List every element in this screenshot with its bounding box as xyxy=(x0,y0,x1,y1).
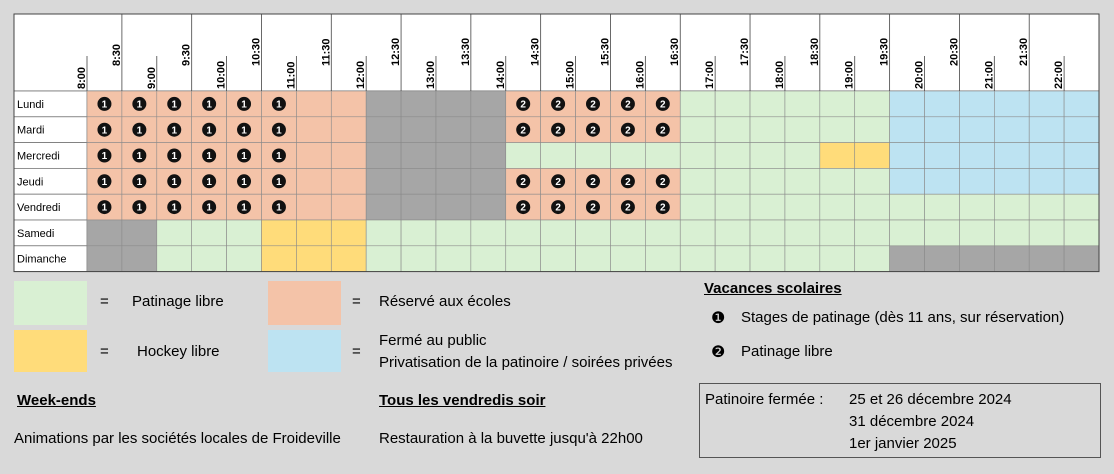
schedule-cell xyxy=(855,168,890,194)
activity-mark-number: 1 xyxy=(101,202,108,214)
schedule-cell xyxy=(785,143,820,169)
schedule-cell xyxy=(890,91,925,117)
schedule-cell xyxy=(401,117,436,143)
vacances-mark-2: ❷ xyxy=(711,344,726,361)
legend-equals-3: = xyxy=(100,343,109,360)
schedule-cell xyxy=(227,220,262,246)
schedule-cell xyxy=(366,168,401,194)
weekends-text: Animations par les sociétés locales de Froideville xyxy=(14,430,341,447)
schedule-cell xyxy=(959,168,994,194)
time-label: 21:30 xyxy=(1018,37,1031,66)
schedule-cell xyxy=(750,194,785,220)
schedule-cell xyxy=(925,143,960,169)
activity-mark-number: 2 xyxy=(590,176,596,188)
schedule-cell xyxy=(1064,194,1099,220)
schedule-cell xyxy=(645,143,680,169)
schedule-cell xyxy=(785,168,820,194)
activity-mark-number: 2 xyxy=(520,202,526,214)
activity-mark-number: 1 xyxy=(206,202,212,214)
schedule-cell xyxy=(785,117,820,143)
schedule-cell xyxy=(715,117,750,143)
time-label: 9:00 xyxy=(145,66,158,89)
activity-mark-number: 2 xyxy=(625,125,631,137)
schedule-cell xyxy=(820,143,855,169)
activity-mark-number: 1 xyxy=(136,202,143,214)
activity-mark-number: 1 xyxy=(276,176,282,188)
schedule-cell xyxy=(715,220,750,246)
vacances-title: Vacances scolaires xyxy=(704,280,842,297)
legend-swatch-prive xyxy=(268,330,341,372)
schedule-cell xyxy=(715,194,750,220)
time-label: 14:30 xyxy=(529,37,542,66)
schedule-cell xyxy=(925,168,960,194)
schedule-cell xyxy=(994,168,1029,194)
activity-mark-number: 2 xyxy=(625,202,631,214)
schedule-cell xyxy=(401,91,436,117)
schedule-cell xyxy=(366,117,401,143)
time-label: 9:30 xyxy=(180,43,193,66)
time-label: 20:30 xyxy=(948,37,961,66)
schedule-cell xyxy=(401,168,436,194)
closed-label: Patinoire fermée : xyxy=(705,391,824,408)
schedule-cell xyxy=(401,246,436,272)
schedule-cell xyxy=(1064,246,1099,272)
schedule-cell xyxy=(680,143,715,169)
activity-mark-number: 2 xyxy=(555,202,561,214)
time-label: 16:00 xyxy=(634,60,647,89)
activity-mark-number: 1 xyxy=(101,176,108,188)
schedule-cell xyxy=(157,220,192,246)
activity-mark-number: 2 xyxy=(520,176,526,188)
schedule-cell xyxy=(541,143,576,169)
schedule-cell xyxy=(296,246,331,272)
schedule-cell xyxy=(610,220,645,246)
schedule-cell xyxy=(820,220,855,246)
activity-mark-number: 1 xyxy=(241,151,247,163)
schedule-cell xyxy=(645,246,680,272)
schedule-cell xyxy=(785,194,820,220)
time-label: 11:00 xyxy=(285,61,298,89)
schedule-cell xyxy=(925,91,960,117)
schedule-cell xyxy=(576,246,611,272)
time-label: 11:30 xyxy=(320,38,333,66)
schedule-cell xyxy=(715,91,750,117)
schedule-cell xyxy=(925,220,960,246)
time-label: 18:30 xyxy=(808,37,821,66)
schedule-cell xyxy=(471,194,506,220)
schedule-cell xyxy=(401,194,436,220)
schedule-cell xyxy=(959,220,994,246)
schedule-cell xyxy=(680,220,715,246)
time-label: 19:30 xyxy=(878,37,891,66)
legend-prive-line1: Fermé au public xyxy=(379,332,487,349)
activity-mark-number: 1 xyxy=(136,125,143,137)
schedule-cell xyxy=(715,143,750,169)
activity-mark-number: 1 xyxy=(136,176,143,188)
schedule-cell xyxy=(890,168,925,194)
schedule-cell xyxy=(471,117,506,143)
schedule-cell xyxy=(959,117,994,143)
schedule-cell xyxy=(436,143,471,169)
schedule-cell xyxy=(959,194,994,220)
legend-equals-4: = xyxy=(352,343,361,360)
activity-mark-number: 1 xyxy=(276,125,282,137)
time-label: 21:00 xyxy=(983,60,996,89)
schedule-cell xyxy=(296,168,331,194)
schedule-cell xyxy=(680,168,715,194)
schedule-cell xyxy=(750,117,785,143)
schedule-cell xyxy=(890,143,925,169)
activity-mark-number: 1 xyxy=(171,176,178,188)
time-label: 12:30 xyxy=(390,37,403,66)
day-label: Jeudi xyxy=(17,176,44,189)
activity-mark-number: 1 xyxy=(241,99,247,111)
schedule-cell xyxy=(890,220,925,246)
schedule-cell xyxy=(855,91,890,117)
activity-mark-number: 2 xyxy=(555,125,561,137)
schedule-cell xyxy=(680,194,715,220)
schedule-cell xyxy=(890,117,925,143)
day-label: Dimanche xyxy=(17,253,67,266)
time-label: 20:00 xyxy=(913,60,926,89)
schedule-cell xyxy=(506,246,541,272)
legend-prive-line2: Privatisation de la patinoire / soirées privées xyxy=(379,354,673,371)
schedule-cell xyxy=(366,220,401,246)
legend-swatch-ecoles xyxy=(268,281,341,325)
schedule-cell xyxy=(331,143,366,169)
schedule-cell xyxy=(820,91,855,117)
schedule-cell xyxy=(366,194,401,220)
schedule-cell xyxy=(959,143,994,169)
time-label: 22:00 xyxy=(1053,60,1066,89)
activity-mark-number: 1 xyxy=(171,125,178,137)
time-label: 17:30 xyxy=(739,37,752,66)
schedule-cell xyxy=(261,220,296,246)
activity-mark-number: 2 xyxy=(520,125,526,137)
schedule-cell xyxy=(541,220,576,246)
schedule-cell xyxy=(1029,220,1064,246)
schedule-cell xyxy=(471,91,506,117)
activity-mark-number: 2 xyxy=(590,99,596,111)
time-label: 8:00 xyxy=(76,66,88,89)
schedule-cell xyxy=(610,246,645,272)
schedule-cell xyxy=(331,220,366,246)
schedule-cell xyxy=(994,220,1029,246)
schedule-cell xyxy=(436,246,471,272)
schedule-cell xyxy=(994,91,1029,117)
schedule-cell xyxy=(192,220,227,246)
schedule-cell xyxy=(1029,91,1064,117)
schedule-cell xyxy=(855,220,890,246)
schedule-cell xyxy=(296,117,331,143)
activity-mark-number: 1 xyxy=(101,151,108,163)
schedule-cell xyxy=(820,168,855,194)
schedule-cell xyxy=(610,143,645,169)
activity-mark-number: 2 xyxy=(590,202,596,214)
schedule-cell xyxy=(680,91,715,117)
activity-mark-number: 1 xyxy=(241,202,247,214)
schedule-cell xyxy=(750,143,785,169)
activity-mark-number: 1 xyxy=(101,125,108,137)
schedule-cell xyxy=(436,168,471,194)
schedule-cell xyxy=(1029,117,1064,143)
day-label: Mercredi xyxy=(17,150,60,163)
legend-hockey-label: Hockey libre xyxy=(137,343,220,360)
time-label: 14:00 xyxy=(494,60,507,89)
schedule-cell xyxy=(1064,143,1099,169)
time-label: 12:00 xyxy=(355,60,368,89)
schedule-cell xyxy=(296,143,331,169)
schedule-cell xyxy=(401,143,436,169)
schedule-cell xyxy=(436,117,471,143)
vacances-mark-1: ❶ xyxy=(711,310,726,327)
schedule-cell xyxy=(959,91,994,117)
schedule-cell xyxy=(750,91,785,117)
time-label: 10:30 xyxy=(250,37,263,66)
closed-date-2: 31 décembre 2024 xyxy=(849,413,975,430)
activity-mark-number: 1 xyxy=(171,202,178,214)
schedule-cell xyxy=(122,246,157,272)
weekends-title: Week-ends xyxy=(17,392,96,409)
schedule-cell xyxy=(785,220,820,246)
activity-mark-number: 2 xyxy=(660,125,666,137)
schedule-cell xyxy=(1029,143,1064,169)
time-label: 13:00 xyxy=(424,60,437,89)
schedule-cell xyxy=(506,220,541,246)
schedule-cell xyxy=(785,91,820,117)
schedule-cell xyxy=(750,168,785,194)
schedule-cell xyxy=(366,91,401,117)
vacances-item-2: Patinage libre xyxy=(741,343,833,360)
vacances-item-1: Stages de patinage (dès 11 ans, sur réservation) xyxy=(741,309,1065,326)
schedule-cell xyxy=(331,91,366,117)
schedule-cell xyxy=(645,220,680,246)
legend-equals-1: = xyxy=(100,293,109,310)
schedule-cell xyxy=(1029,246,1064,272)
schedule-cell xyxy=(1064,220,1099,246)
schedule-cell xyxy=(366,246,401,272)
schedule-cell xyxy=(1029,194,1064,220)
activity-mark-number: 2 xyxy=(590,125,596,137)
schedule-cell xyxy=(855,194,890,220)
schedule-cell xyxy=(331,194,366,220)
time-label: 16:30 xyxy=(669,37,682,66)
schedule-cell xyxy=(87,220,122,246)
activity-mark-number: 2 xyxy=(625,176,631,188)
activity-mark-number: 1 xyxy=(206,176,212,188)
schedule-cell xyxy=(1064,91,1099,117)
day-label: Mardi xyxy=(17,124,45,137)
legend-equals-2: = xyxy=(352,293,361,310)
schedule-cell xyxy=(855,117,890,143)
legend-swatch-hockey xyxy=(14,330,87,372)
schedule-cell xyxy=(192,246,227,272)
activity-mark-number: 1 xyxy=(171,99,178,111)
activity-mark-number: 2 xyxy=(660,176,666,188)
schedule-cell xyxy=(506,143,541,169)
schedule-cell xyxy=(576,143,611,169)
schedule-cell xyxy=(680,246,715,272)
day-label: Samedi xyxy=(17,227,55,240)
activity-mark-number: 1 xyxy=(206,151,212,163)
time-label: 13:30 xyxy=(459,37,472,66)
activity-mark-number: 2 xyxy=(555,176,561,188)
schedule-cell xyxy=(890,246,925,272)
time-label: 15:00 xyxy=(564,60,577,89)
schedule-cell xyxy=(471,220,506,246)
schedule-cell xyxy=(1064,168,1099,194)
closed-date-1: 25 et 26 décembre 2024 xyxy=(849,391,1012,408)
schedule-cell xyxy=(890,194,925,220)
schedule-cell xyxy=(820,117,855,143)
activity-mark-number: 1 xyxy=(206,125,212,137)
activity-mark-number: 2 xyxy=(660,99,666,111)
closed-date-3: 1er janvier 2025 xyxy=(849,435,957,452)
schedule-cell xyxy=(925,117,960,143)
time-label: 10:00 xyxy=(215,60,228,89)
schedule-cell xyxy=(471,246,506,272)
schedule-cell xyxy=(366,143,401,169)
activity-mark-number: 1 xyxy=(241,176,247,188)
schedule-cell xyxy=(715,168,750,194)
day-label: Vendredi xyxy=(17,202,61,215)
activity-mark-number: 2 xyxy=(555,99,561,111)
schedule-cell xyxy=(331,117,366,143)
schedule-cell xyxy=(994,194,1029,220)
activity-mark-number: 2 xyxy=(625,99,631,111)
activity-mark-number: 1 xyxy=(241,125,247,137)
time-label: 8:30 xyxy=(110,43,123,66)
vendredis-title: Tous les vendredis soir xyxy=(379,392,546,409)
schedule-cell xyxy=(436,194,471,220)
day-label: Lundi xyxy=(17,98,44,111)
schedule-cell xyxy=(959,246,994,272)
schedule-cell xyxy=(296,220,331,246)
schedule-cell xyxy=(1064,117,1099,143)
time-label: 15:30 xyxy=(599,37,612,66)
schedule-cell xyxy=(925,246,960,272)
schedule-cell xyxy=(715,246,750,272)
schedule-cell xyxy=(820,246,855,272)
activity-mark-number: 2 xyxy=(660,202,666,214)
schedule-cell xyxy=(296,91,331,117)
schedule-cell xyxy=(471,168,506,194)
schedule-cell xyxy=(925,194,960,220)
schedule-cell xyxy=(331,168,366,194)
activity-mark-number: 1 xyxy=(171,151,178,163)
time-header xyxy=(14,14,1099,91)
schedule-cell xyxy=(227,246,262,272)
activity-mark-number: 1 xyxy=(206,99,212,111)
schedule-cell xyxy=(785,246,820,272)
activity-mark-number: 1 xyxy=(136,99,143,111)
schedule-cell xyxy=(436,91,471,117)
legend-swatch-libre xyxy=(14,281,87,325)
legend-libre-label: Patinage libre xyxy=(132,293,224,310)
schedule-cell xyxy=(471,143,506,169)
schedule-cell xyxy=(122,220,157,246)
schedule-cell xyxy=(401,220,436,246)
activity-mark-number: 1 xyxy=(136,151,143,163)
activity-mark-number: 2 xyxy=(520,99,526,111)
time-label: 18:00 xyxy=(773,60,786,89)
schedule-cell xyxy=(576,220,611,246)
legend-ecoles-label: Réservé aux écoles xyxy=(379,293,511,310)
schedule-cell xyxy=(994,246,1029,272)
schedule-cell xyxy=(680,117,715,143)
schedule-cell xyxy=(994,143,1029,169)
activity-mark-number: 1 xyxy=(101,99,108,111)
time-label: 17:00 xyxy=(704,60,717,89)
schedule-cell xyxy=(750,220,785,246)
schedule-cell xyxy=(855,246,890,272)
schedule-cell xyxy=(1029,168,1064,194)
vendredis-text: Restauration à la buvette jusqu'à 22h00 xyxy=(379,430,643,447)
schedule-cell xyxy=(87,246,122,272)
schedule-cell xyxy=(541,246,576,272)
schedule-cell xyxy=(261,246,296,272)
schedule-cell xyxy=(994,117,1029,143)
activity-mark-number: 1 xyxy=(276,151,282,163)
time-label: 19:00 xyxy=(843,60,856,89)
schedule-cell xyxy=(820,194,855,220)
schedule-cell xyxy=(855,143,890,169)
activity-mark-number: 1 xyxy=(276,99,282,111)
schedule-cell xyxy=(157,246,192,272)
schedule-cell xyxy=(750,246,785,272)
schedule-cell xyxy=(436,220,471,246)
schedule-cell xyxy=(296,194,331,220)
schedule-cell xyxy=(331,246,366,272)
activity-mark-number: 1 xyxy=(276,202,282,214)
